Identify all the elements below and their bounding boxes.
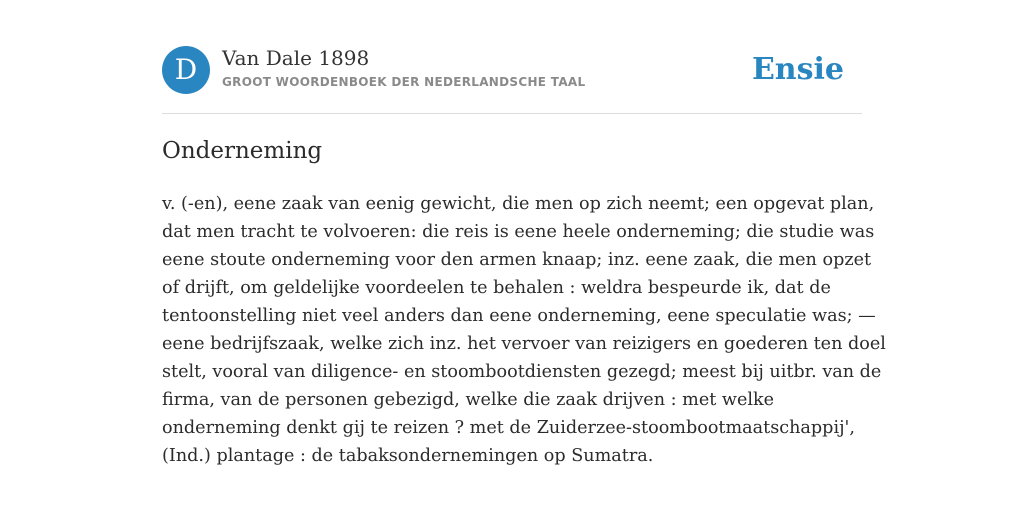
definition-line: eene stoute onderneming voor den armen knaap; inz. eene zaak, die men opzet	[162, 250, 872, 270]
definition-line: eene bedrijfszaak, welke zich inz. het vervoer van reizigers en goederen ten doel	[162, 334, 886, 354]
definition-line: onderneming denkt gij te reizen ? met de Zuiderzee-stoombootmaatschappij',	[162, 418, 855, 438]
headword: Onderneming	[162, 138, 323, 164]
header-divider	[162, 113, 862, 114]
source-subtitle: GROOT WOORDENBOEK DER NEDERLANDSCHE TAAL	[222, 75, 586, 89]
definition-text	[162, 190, 886, 470]
definition-line: dat men tracht te volvoeren: die reis is eene heele onderneming; die studie was	[162, 222, 875, 242]
brand-logo[interactable]: Ensie	[751, 52, 844, 87]
source-title[interactable]: Van Dale 1898	[222, 46, 370, 70]
header	[162, 46, 862, 96]
definition-line: (Ind.) plantage : de tabaksondernemingen op Sumatra.	[162, 446, 654, 466]
source-avatar[interactable]: D	[162, 46, 210, 94]
definition-line: tentoonstelling niet veel anders dan eene onderneming, eene speculatie was; —	[162, 306, 876, 326]
definition-line: v. (-en), eene zaak van eenig gewicht, die men op zich neemt; een opgevat plan,	[162, 194, 875, 214]
definition-line: firma, van de personen gebezigd, welke die zaak drijven : met welke	[162, 390, 775, 410]
definition-line: stelt, vooral van diligence- en stoombootdiensten gezegd; meest bij uitbr. van de	[162, 362, 882, 382]
definition-line: of drijft, om geldelijke voordeelen te behalen : weldra bespeurde ik, dat de	[162, 278, 831, 298]
